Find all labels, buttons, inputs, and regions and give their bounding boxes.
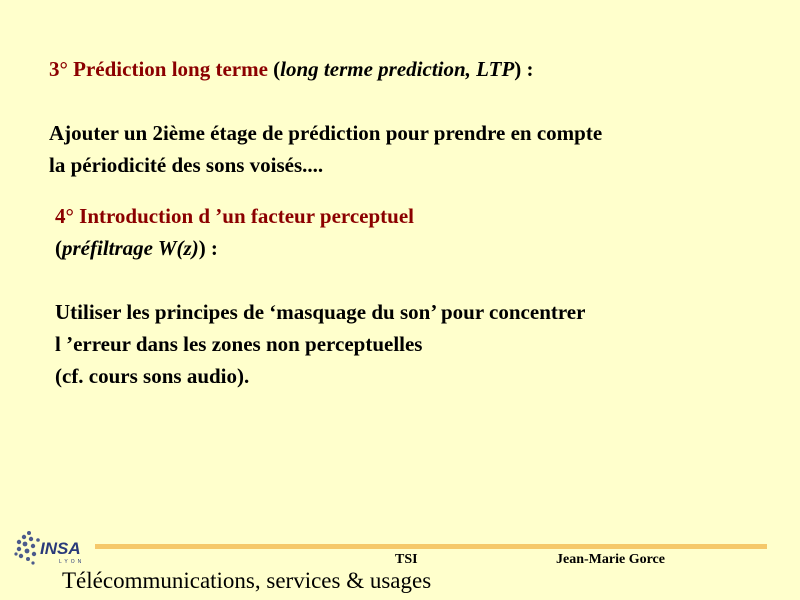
- section-3-title: 3° Prédiction long terme: [49, 57, 268, 81]
- section-3-english-term: long terme prediction, LTP: [280, 57, 515, 81]
- footer-divider: [95, 544, 767, 549]
- logo-subtext: LYON: [59, 559, 85, 565]
- section-4-subtitle: [55, 232, 414, 264]
- section-4-heading: [55, 200, 414, 264]
- section-4-title: 4° Introduction d ’un facteur perceptuel: [55, 204, 414, 228]
- footer-course-code: TSI: [395, 552, 418, 567]
- footer-author: Jean-Marie Gorce: [556, 552, 665, 567]
- logo-text: INSA: [40, 539, 81, 558]
- section-3-paren-close: ) :: [514, 57, 534, 81]
- section-4-prefilter-term: préfiltrage W(z): [62, 236, 199, 260]
- section-3-paren-open: (: [267, 57, 281, 81]
- section-4-paren-close: ) :: [198, 236, 218, 260]
- section-4-paren-open: (: [55, 236, 62, 260]
- section-4-body-line: Utiliser les principes de ‘masquage du son’ pour concentrer: [55, 300, 586, 324]
- footer-course-title: Télécommunications, services & usages: [62, 568, 432, 593]
- section-3-body: [49, 117, 602, 181]
- section-4-body-line: (cf. cours sons audio).: [55, 364, 250, 388]
- section-3-body-line: Ajouter un 2ième étage de prédiction pour prendre en compte: [49, 121, 603, 145]
- section-3-heading: [49, 53, 534, 85]
- section-3-body-line: la périodicité des sons voisés....: [49, 153, 324, 177]
- section-4-body: [55, 296, 585, 392]
- insa-logo: [13, 528, 93, 568]
- section-4-body-line: l ’erreur dans les zones non perceptuelles: [55, 332, 423, 356]
